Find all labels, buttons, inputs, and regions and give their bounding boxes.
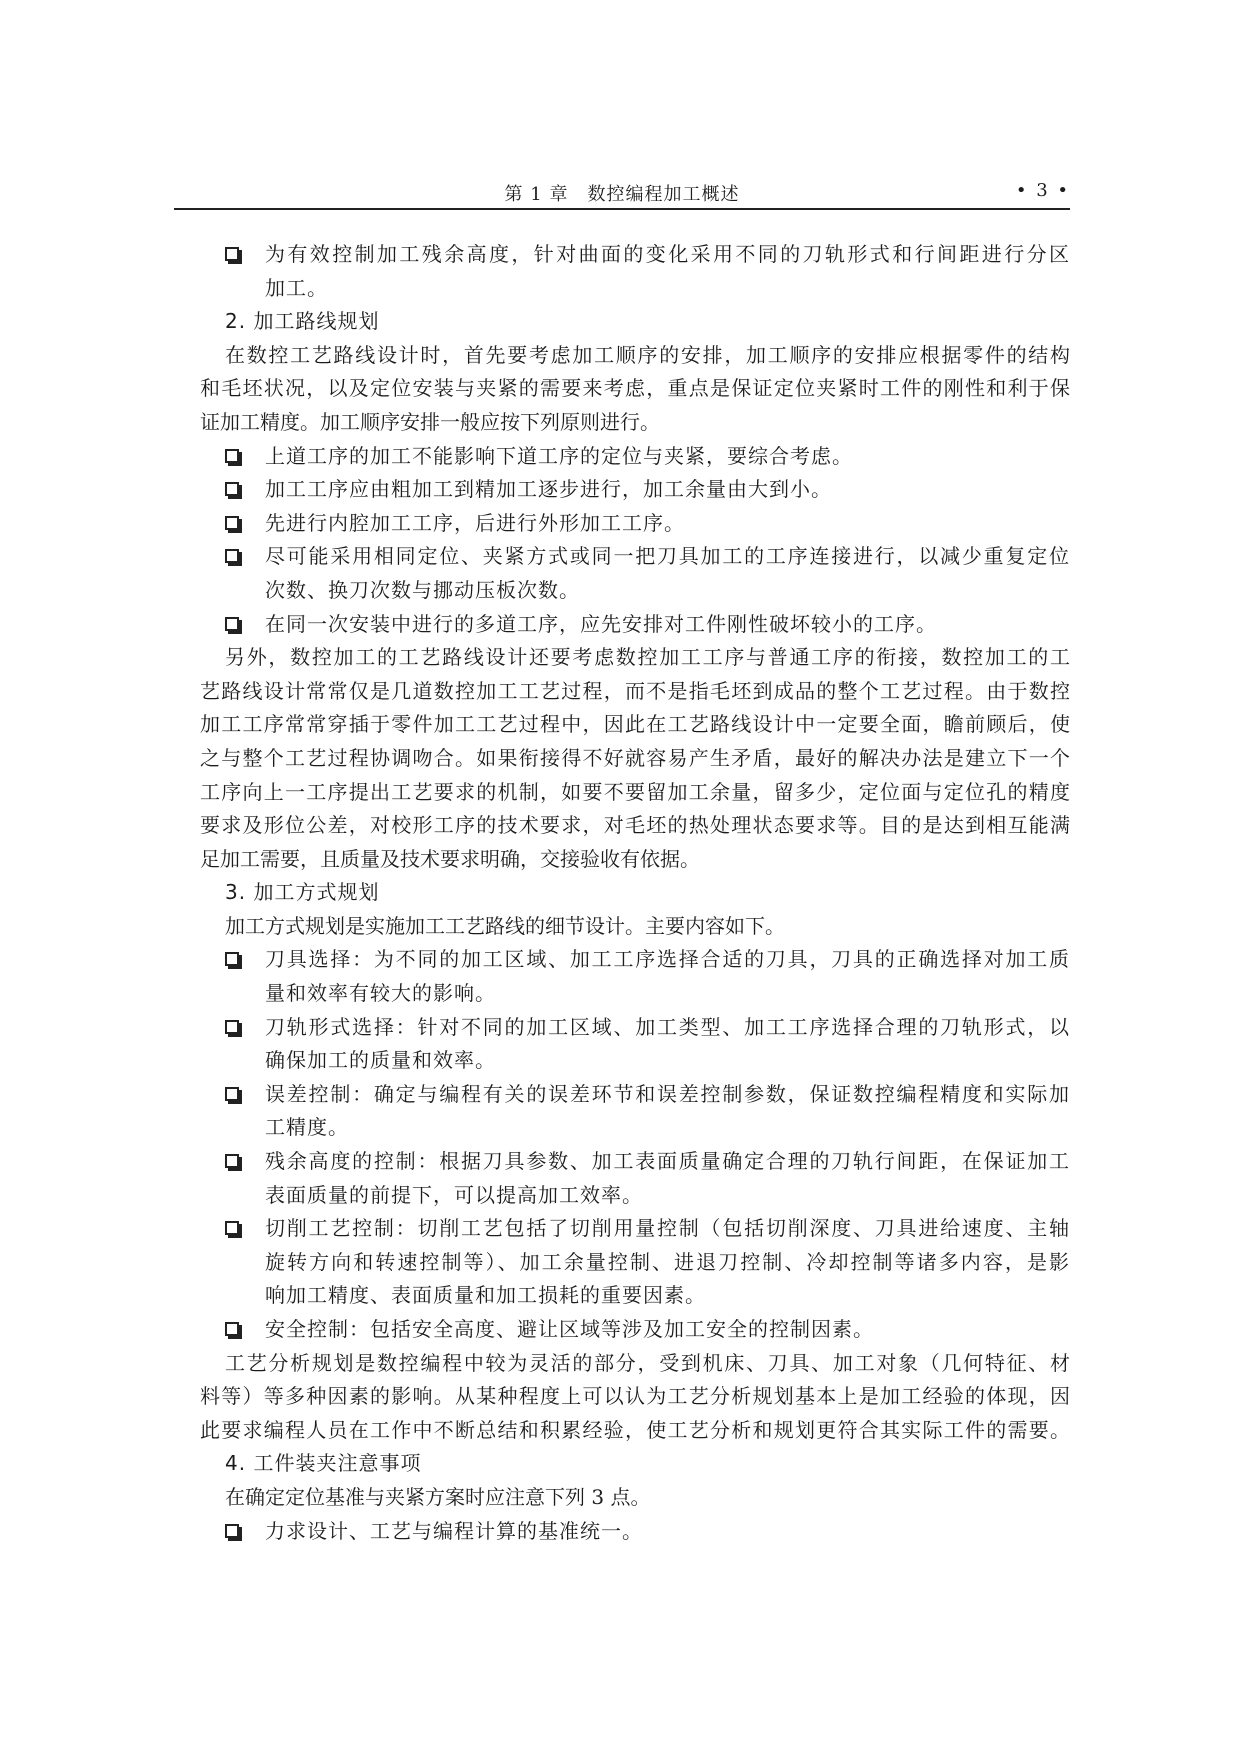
line-text: 先进行内腔加工工序，后进行外形加工工序。: [265, 510, 685, 535]
paragraph-line: [200, 843, 1070, 877]
bullet-item-continuation: [265, 1044, 1070, 1078]
line-text: 切削工艺控制：切削工艺包括了切削用量控制（包括切削深度、刀具进给速度、主轴: [265, 1216, 1070, 1241]
line-text: 刀具选择：为不同的加工区域、加工工序选择合适的刀具，刀具的正确选择对加工质: [265, 947, 1070, 972]
bullet-item: [265, 507, 1070, 541]
bullet-item: [265, 1078, 1070, 1112]
checkbox-bullet-icon: [225, 1524, 239, 1538]
line-text: 残余高度的控制：根据刀具参数、加工表面质量确定合理的刀轨行间距，在保证加工: [265, 1149, 1070, 1174]
bullet-item: [265, 1145, 1070, 1179]
line-text: 在确定定位基准与夹紧方案时应注意下列 3 点。: [225, 1484, 651, 1509]
checkbox-bullet-icon: [225, 1020, 239, 1034]
bullet-item: [265, 1313, 1070, 1347]
paragraph-line: [200, 1380, 1070, 1414]
line-text: 工精度。: [265, 1115, 349, 1140]
section-heading: [225, 1447, 1070, 1481]
line-text: 艺路线设计常常仅是几道数控加工工艺过程，而不是指毛坯到成品的整个工艺过程。由于数控: [200, 678, 1070, 703]
bullet-item: [265, 943, 1070, 977]
line-text: 安全控制：包括安全高度、避让区域等涉及加工安全的控制因素。: [265, 1317, 874, 1341]
page-number: • 3 •: [1015, 180, 1070, 201]
checkbox-bullet-icon: [225, 952, 239, 966]
line-text: 尽可能采用相同定位、夹紧方式或同一把刀具加工的工序连接进行，以减少重复定位: [265, 544, 1070, 569]
line-text: 为有效控制加工残余高度，针对曲面的变化采用不同的刀轨形式和行间距进行分区: [265, 242, 1070, 266]
page-body: [200, 238, 1070, 1548]
line-text: 足加工需要，且质量及技术要求明确，交接验收有依据。: [200, 846, 700, 871]
line-text: 另外，数控加工的工艺路线设计还要考虑数控加工工序与普通工序的衔接，数控加工的工: [225, 645, 1070, 670]
checkbox-bullet-icon: [225, 617, 239, 631]
line-text: 旋转方向和转速控制等）、加工余量控制、进退刀控制、冷却控制等诸多内容，是影: [265, 1249, 1070, 1274]
bullet-item: [265, 1515, 1070, 1549]
bullet-item: [265, 540, 1070, 574]
line-text: 加工。: [265, 275, 328, 300]
line-text: 料等）等多种因素的影响。从某种程度上可以认为工艺分析规划基本上是加工经验的体现，因: [200, 1384, 1070, 1409]
paragraph-line: [225, 339, 1070, 373]
line-text: 加工工序常常穿插于零件加工工艺过程中，因此在工艺路线设计中一定要全面，瞻前顾后，使: [200, 712, 1070, 737]
checkbox-bullet-icon: [225, 516, 239, 530]
bullet-item: [265, 473, 1070, 507]
section-heading: [225, 876, 1070, 910]
bullet-item: [265, 1212, 1070, 1246]
line-text: 上道工序的加工不能影响下道工序的定位与夹紧，要综合考虑。: [265, 443, 853, 468]
checkbox-bullet-icon: [225, 482, 239, 496]
line-text: 要求及形位公差，对校形工序的技术要求，对毛坯的热处理状态要求等。目的是达到相互能满: [200, 813, 1070, 838]
bullet-item: [265, 440, 1070, 474]
paragraph-line: [200, 809, 1070, 843]
line-text: 和毛坯状况，以及定位安装与夹紧的需要来考虑，重点是保证定位夹紧时工件的刚性和利于保: [200, 376, 1070, 401]
line-text: 次数、换刀次数与挪动压板次数。: [265, 577, 580, 602]
line-text: 4. 工件装夹注意事项: [225, 1451, 422, 1476]
bullet-item-continuation: [265, 977, 1070, 1011]
section-heading: [225, 305, 1070, 339]
bullet-item: [265, 608, 1070, 642]
line-text: 工艺分析规划是数控编程中较为灵活的部分，受到机床、刀具、加工对象（几何特征、材: [225, 1350, 1070, 1375]
line-text: 表面质量的前提下，可以提高加工效率。: [265, 1182, 643, 1207]
paragraph-line: [225, 910, 1070, 944]
line-text: 刀轨形式选择：针对不同的加工区域、加工类型、加工工序选择合理的刀轨形式，以: [265, 1014, 1070, 1039]
bullet-item-continuation: [265, 1111, 1070, 1145]
line-text: 误差控制：确定与编程有关的误差环节和误差控制参数，保证数控编程精度和实际加: [265, 1081, 1070, 1106]
bullet-item-continuation: [265, 1246, 1070, 1280]
checkbox-bullet-icon: [225, 1322, 239, 1336]
line-text: 证加工精度。加工顺序安排一般应按下列原则进行。: [200, 409, 660, 434]
line-text: 力求设计、工艺与编程计算的基准统一。: [265, 1518, 643, 1543]
bullet-item: [265, 238, 1070, 272]
paragraph-line: [200, 742, 1070, 776]
line-text: 响加工精度、表面质量和加工损耗的重要因素。: [265, 1283, 706, 1308]
line-text: 2. 加工路线规划: [225, 309, 380, 334]
line-text: 工序向上一工序提出工艺要求的机制，如要不要留加工余量，留多少，定位面与定位孔的精度: [200, 779, 1070, 804]
paragraph-line: [200, 406, 1070, 440]
line-text: 此要求编程人员在工作中不断总结和积累经验，使工艺分析和规划更符合其实际工件的需要。: [200, 1417, 1070, 1442]
paragraph-line: [225, 641, 1070, 675]
running-header: [174, 178, 1070, 210]
checkbox-bullet-icon: [225, 549, 239, 563]
bullet-item-continuation: [265, 272, 1070, 306]
checkbox-bullet-icon: [225, 1154, 239, 1168]
line-text: 3. 加工方式规划: [225, 880, 380, 905]
paragraph-line: [200, 675, 1070, 709]
bullet-item-continuation: [265, 1179, 1070, 1213]
checkbox-bullet-icon: [225, 449, 239, 463]
checkbox-bullet-icon: [225, 247, 239, 261]
line-text: 量和效率有较大的影响。: [265, 981, 496, 1006]
checkbox-bullet-icon: [225, 1221, 239, 1235]
paragraph-line: [225, 1481, 1070, 1515]
line-text: 在数控工艺路线设计时，首先要考虑加工顺序的安排，加工顺序的安排应根据零件的结构: [225, 342, 1070, 367]
bullet-item: [265, 1011, 1070, 1045]
paragraph-line: [200, 1414, 1070, 1448]
paragraph-line: [200, 708, 1070, 742]
chapter-title: 第 1 章 数控编程加工概述: [504, 184, 740, 205]
line-text: 加工方式规划是实施加工工艺路线的细节设计。主要内容如下。: [225, 913, 785, 938]
paragraph-line: [200, 372, 1070, 406]
line-text: 在同一次安装中进行的多道工序，应先安排对工件刚性破坏较小的工序。: [265, 611, 937, 636]
paragraph-line: [200, 776, 1070, 810]
paragraph-line: [225, 1347, 1070, 1381]
bullet-item-continuation: [265, 574, 1070, 608]
line-text: 之与整个工艺过程协调吻合。如果衔接得不好就容易产生矛盾，最好的解决办法是建立下一个: [200, 745, 1070, 770]
checkbox-bullet-icon: [225, 1087, 239, 1101]
line-text: 加工工序应由粗加工到精加工逐步进行，加工余量由大到小。: [265, 477, 832, 502]
bullet-item-continuation: [265, 1279, 1070, 1313]
line-text: 确保加工的质量和效率。: [265, 1048, 496, 1073]
